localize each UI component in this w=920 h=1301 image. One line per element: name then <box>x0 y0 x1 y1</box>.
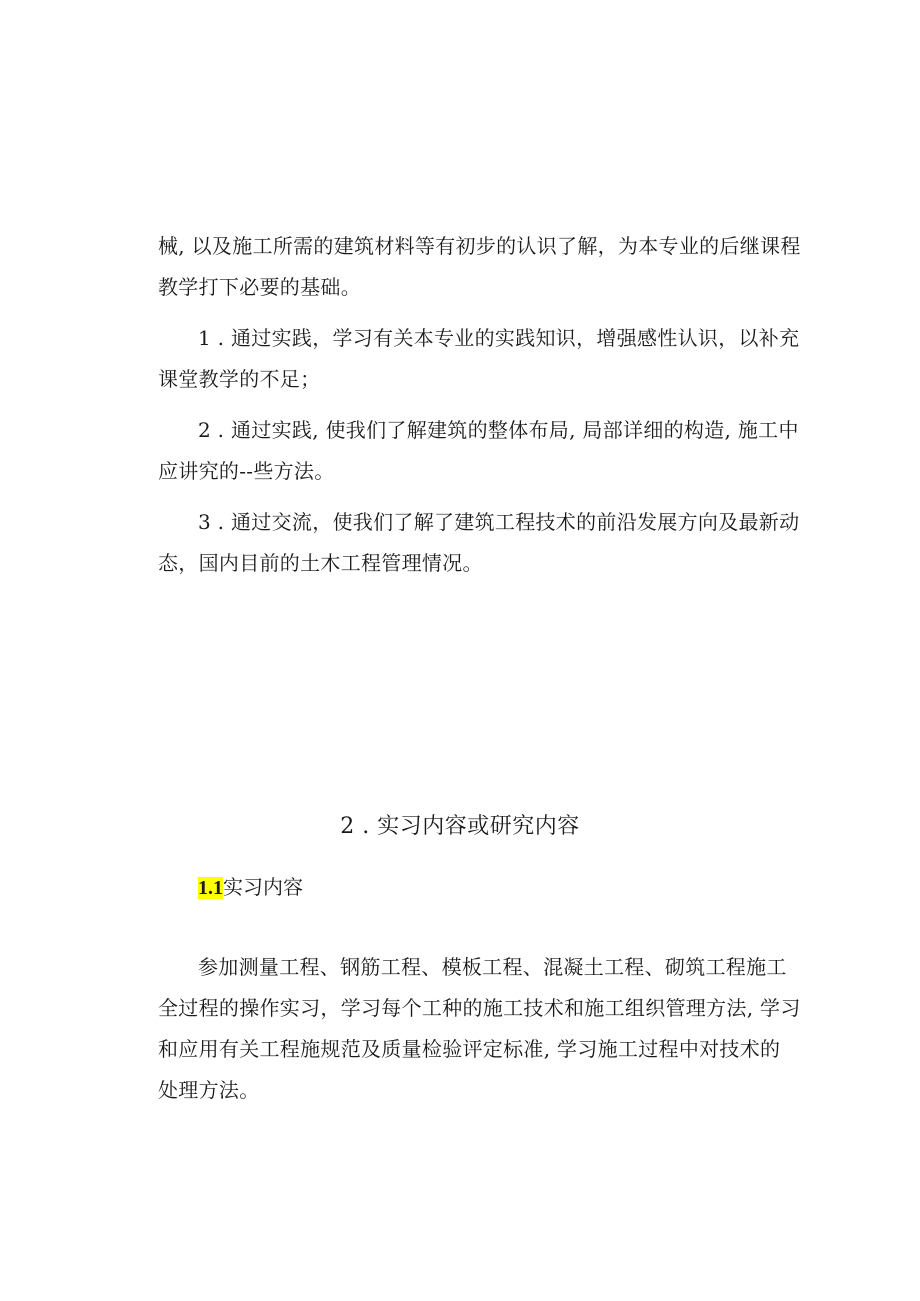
goal-3-line-2: 态，国内目前的土木工程管理情况。 <box>158 551 483 575</box>
intro-line-1: 械, 以及施工所需的建筑材料等有初步的认识了解，为本专业的后继课程 <box>158 234 801 258</box>
goal-item-3 <box>158 502 798 584</box>
section-title: 2 . 实习内容或研究内容 <box>340 814 580 839</box>
goal-item-1 <box>158 318 798 400</box>
goal-2-line-1: 2 . 通过实践, 使我们了解建筑的整体布局, 局部详细的构造, 施工中 <box>198 418 799 442</box>
subsection-title: 实习内容 <box>223 875 303 899</box>
goal-1-line-2: 课堂教学的不足； <box>158 367 321 391</box>
body-line-4: 处理方法。 <box>158 1078 260 1102</box>
goal-3-line-1: 3 . 通过交流，使我们了解了建筑工程技术的前沿发展方向及最新动 <box>198 510 800 534</box>
body-line-1: 参加测量工程、钢筋工程、模板工程、混凝土工程、砌筑工程施工 <box>198 955 787 979</box>
goal-2-line-2: 应讲究的--些方法。 <box>158 459 335 483</box>
body-line-3: 和应用有关工程施规范及质量检验评定标准, 学习施工过程中对技术的 <box>158 1037 781 1061</box>
intro-paragraph <box>158 226 801 308</box>
intro-line-2: 教学打下必要的基础。 <box>158 275 361 299</box>
section-body-paragraph <box>158 947 801 1111</box>
subsection-heading <box>198 872 303 903</box>
goal-1-line-1: 1 . 通过实践，学习有关本专业的实践知识，增强感性认识，以补充 <box>198 326 800 350</box>
goal-item-2 <box>158 410 798 492</box>
body-line-2: 全过程的操作实习，学习每个工种的施工技术和施工组织管理方法, 学习 <box>158 996 801 1020</box>
subsection-number: 1.1 <box>198 877 223 899</box>
